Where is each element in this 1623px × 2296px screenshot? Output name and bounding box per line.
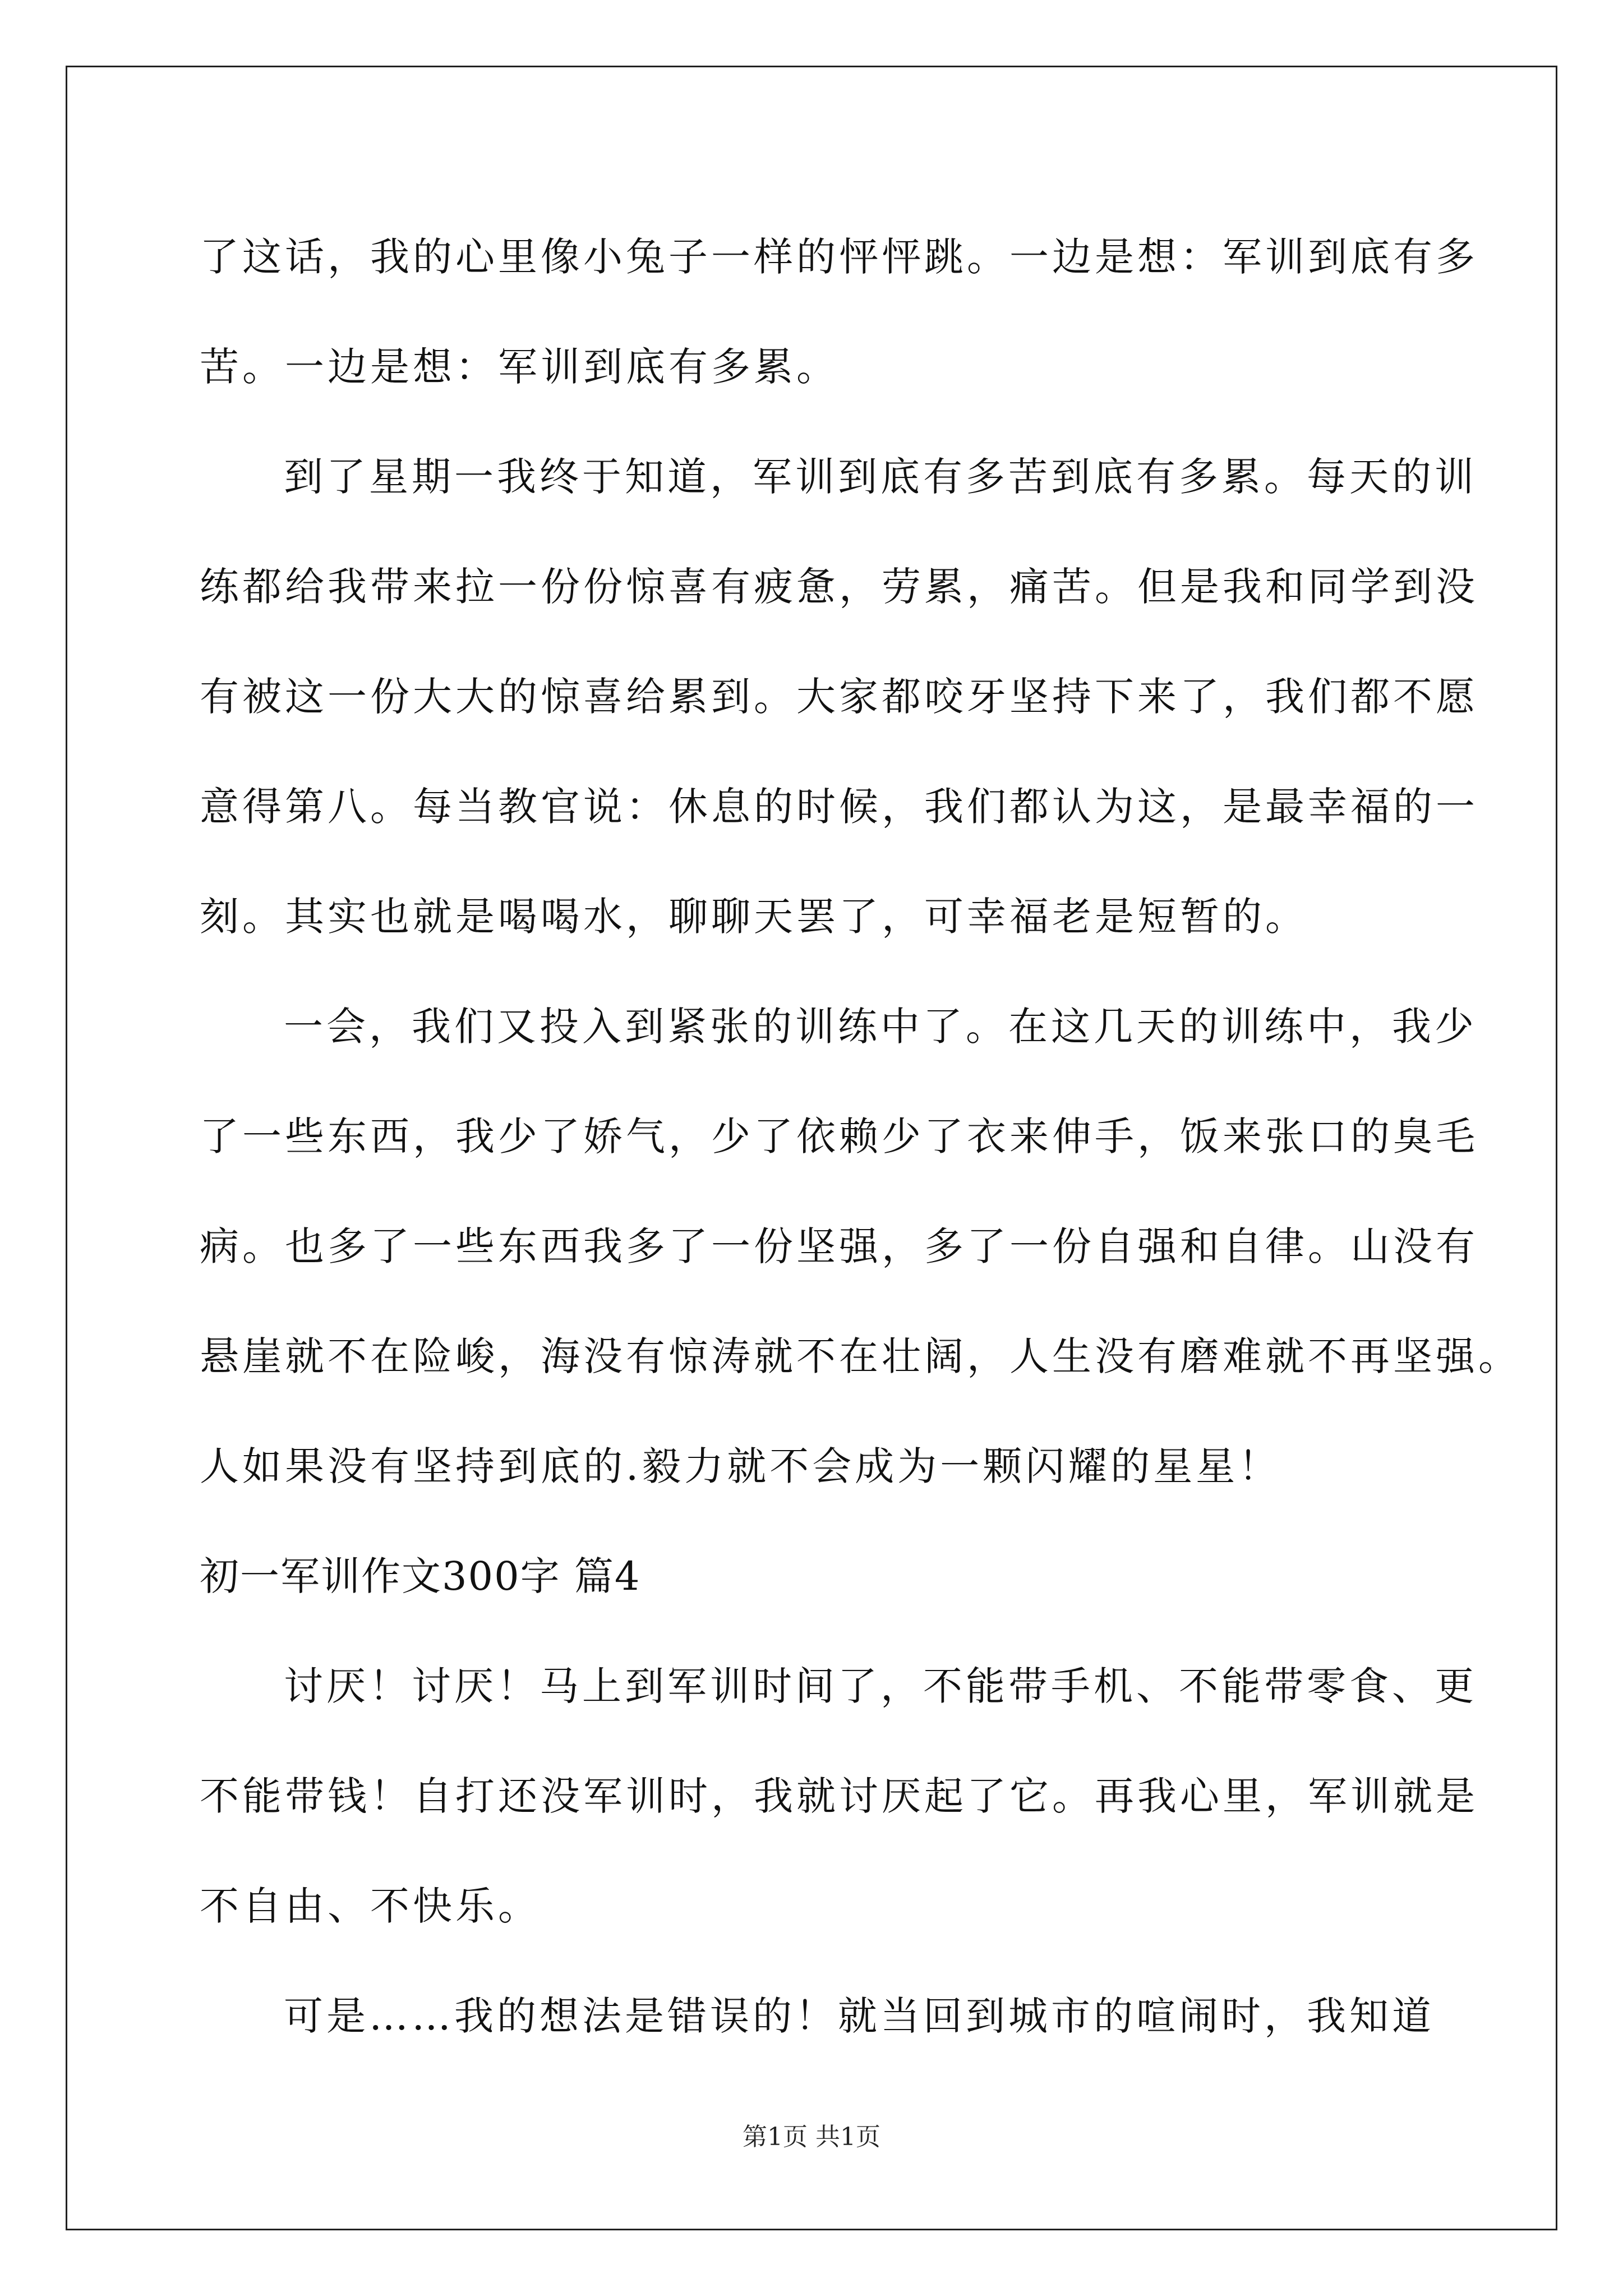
- document-body: [200, 202, 1521, 2071]
- text-line: 苦。一边是想：军训到底有多累。: [200, 344, 839, 390]
- page-footer: 第1页 共1页: [743, 2123, 880, 2151]
- text-line: 到了星期一我终于知道，军训到底有多苦到底有多累。每天的训: [284, 454, 1477, 500]
- text-line: 讨厌！讨厌！马上到军训时间了，不能带手机、不能带零食、更: [284, 1663, 1477, 1709]
- text-line: 有被这一份大大的惊喜给累到。大家都咬牙坚持下来了，我们都不愿: [200, 674, 1478, 720]
- text-line: 可是……我的想法是错误的！就当回到城市的喧闹时，我知道: [284, 1993, 1435, 2039]
- text-line: 一会，我们又投入到紧张的训练中了。在这几天的训练中，我少: [284, 1004, 1477, 1050]
- section-heading: 初一军训作文300字 篇4: [200, 1553, 641, 1599]
- text-line: 了这话，我的心里像小兔子一样的怦怦跳。一边是想：军训到底有多: [200, 234, 1478, 280]
- text-line: 不能带钱！自打还没军训时，我就讨厌起了它。再我心里，军训就是: [200, 1773, 1478, 1819]
- text-line: 了一些东西，我少了娇气，少了依赖少了衣来伸手，饭来张口的臭毛: [200, 1114, 1478, 1159]
- text-line: 练都给我带来拉一份份惊喜有疲惫，劳累，痛苦。但是我和同学到没: [200, 564, 1478, 610]
- text-line: 刻。其实也就是喝喝水，聊聊天罢了，可幸福老是短暂的。: [200, 894, 1308, 940]
- text-line: 病。也多了一些东西我多了一份坚强，多了一份自强和自律。山没有: [200, 1223, 1478, 1269]
- text-line: 意得第八。每当教官说：休息的时候，我们都认为这，是最幸福的一: [200, 784, 1478, 830]
- text-line: 悬崖就不在险峻，海没有惊涛就不在壮阔，人生没有磨难就不再坚强。: [200, 1333, 1521, 1379]
- text-line: 人如果没有坚持到底的.毅力就不会成为一颗闪耀的星星！: [200, 1443, 1281, 1489]
- text-line: 不自由、不快乐。: [200, 1883, 541, 1929]
